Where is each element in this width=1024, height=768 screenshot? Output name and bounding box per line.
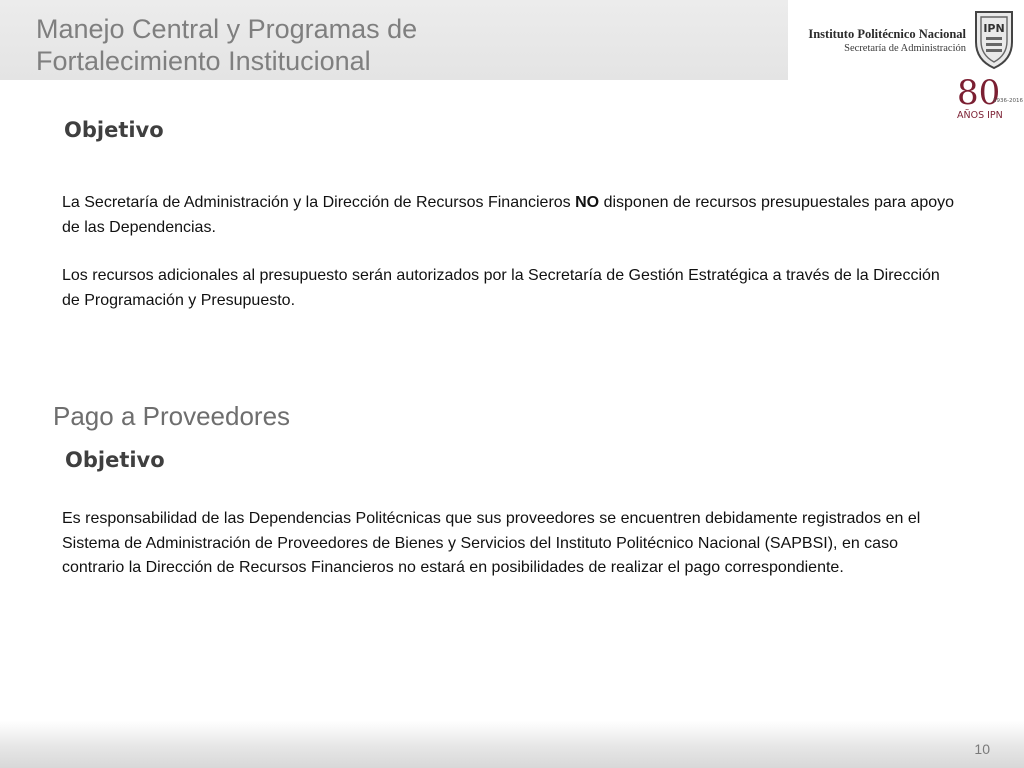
objective-heading-2: Objetivo xyxy=(65,448,165,472)
anniversary-years: 1936-2016 xyxy=(993,98,1023,104)
section-title-pago-a-proveedores: Pago a Proveedores xyxy=(53,401,291,431)
footer-band xyxy=(0,721,1024,768)
paragraph-1-emphasis: NO xyxy=(575,194,600,211)
paragraph-1-text-start: La Secretaría de Administración y la Dirección de Recursos Financieros xyxy=(62,194,576,211)
page-number: 10 xyxy=(974,741,990,757)
slide-title-line-2: Fortalecimiento Institucional xyxy=(36,46,371,76)
paragraph-1-text-end: disponen de recursos presupuestales para apoyo de las Dependencias. xyxy=(62,194,955,236)
objective-paragraph-1 xyxy=(62,191,962,240)
anniversary-number: 80 xyxy=(957,73,1001,113)
slide-title xyxy=(36,13,776,77)
anniversary-label: AÑOS IPN xyxy=(957,110,1003,121)
department-name: Secretaría de Administración xyxy=(844,43,966,54)
header-band xyxy=(0,0,788,80)
objective-paragraph-3: Es responsabilidad de las Dependencias Politécnicas que sus proveedores se encuentren debidamente registrados en el Sistema de Administración de Proveedores de Bienes y Servicios del Instituto Politécnico Nacional (SAPBSI), en caso contrario la Dirección de Recursos Financieros no estará en posibilidades de realizar el pago correspondiente. xyxy=(62,510,921,576)
objective-heading-1: Objetivo xyxy=(64,118,164,142)
anniversary-logo xyxy=(955,70,1023,122)
objective-paragraph-2: Los recursos adicionales al presupuesto serán autorizados por la Secretaría de Gestión Estratégica a través de la Dirección de Programación y Presupuesto. xyxy=(62,267,940,309)
ipn-seal-text: IPN xyxy=(983,22,1005,35)
institution-name: Instituto Politécnico Nacional xyxy=(808,27,966,41)
ipn-seal-logo xyxy=(972,8,1016,70)
slide-title-line-1: Manejo Central y Programas de xyxy=(36,14,418,44)
